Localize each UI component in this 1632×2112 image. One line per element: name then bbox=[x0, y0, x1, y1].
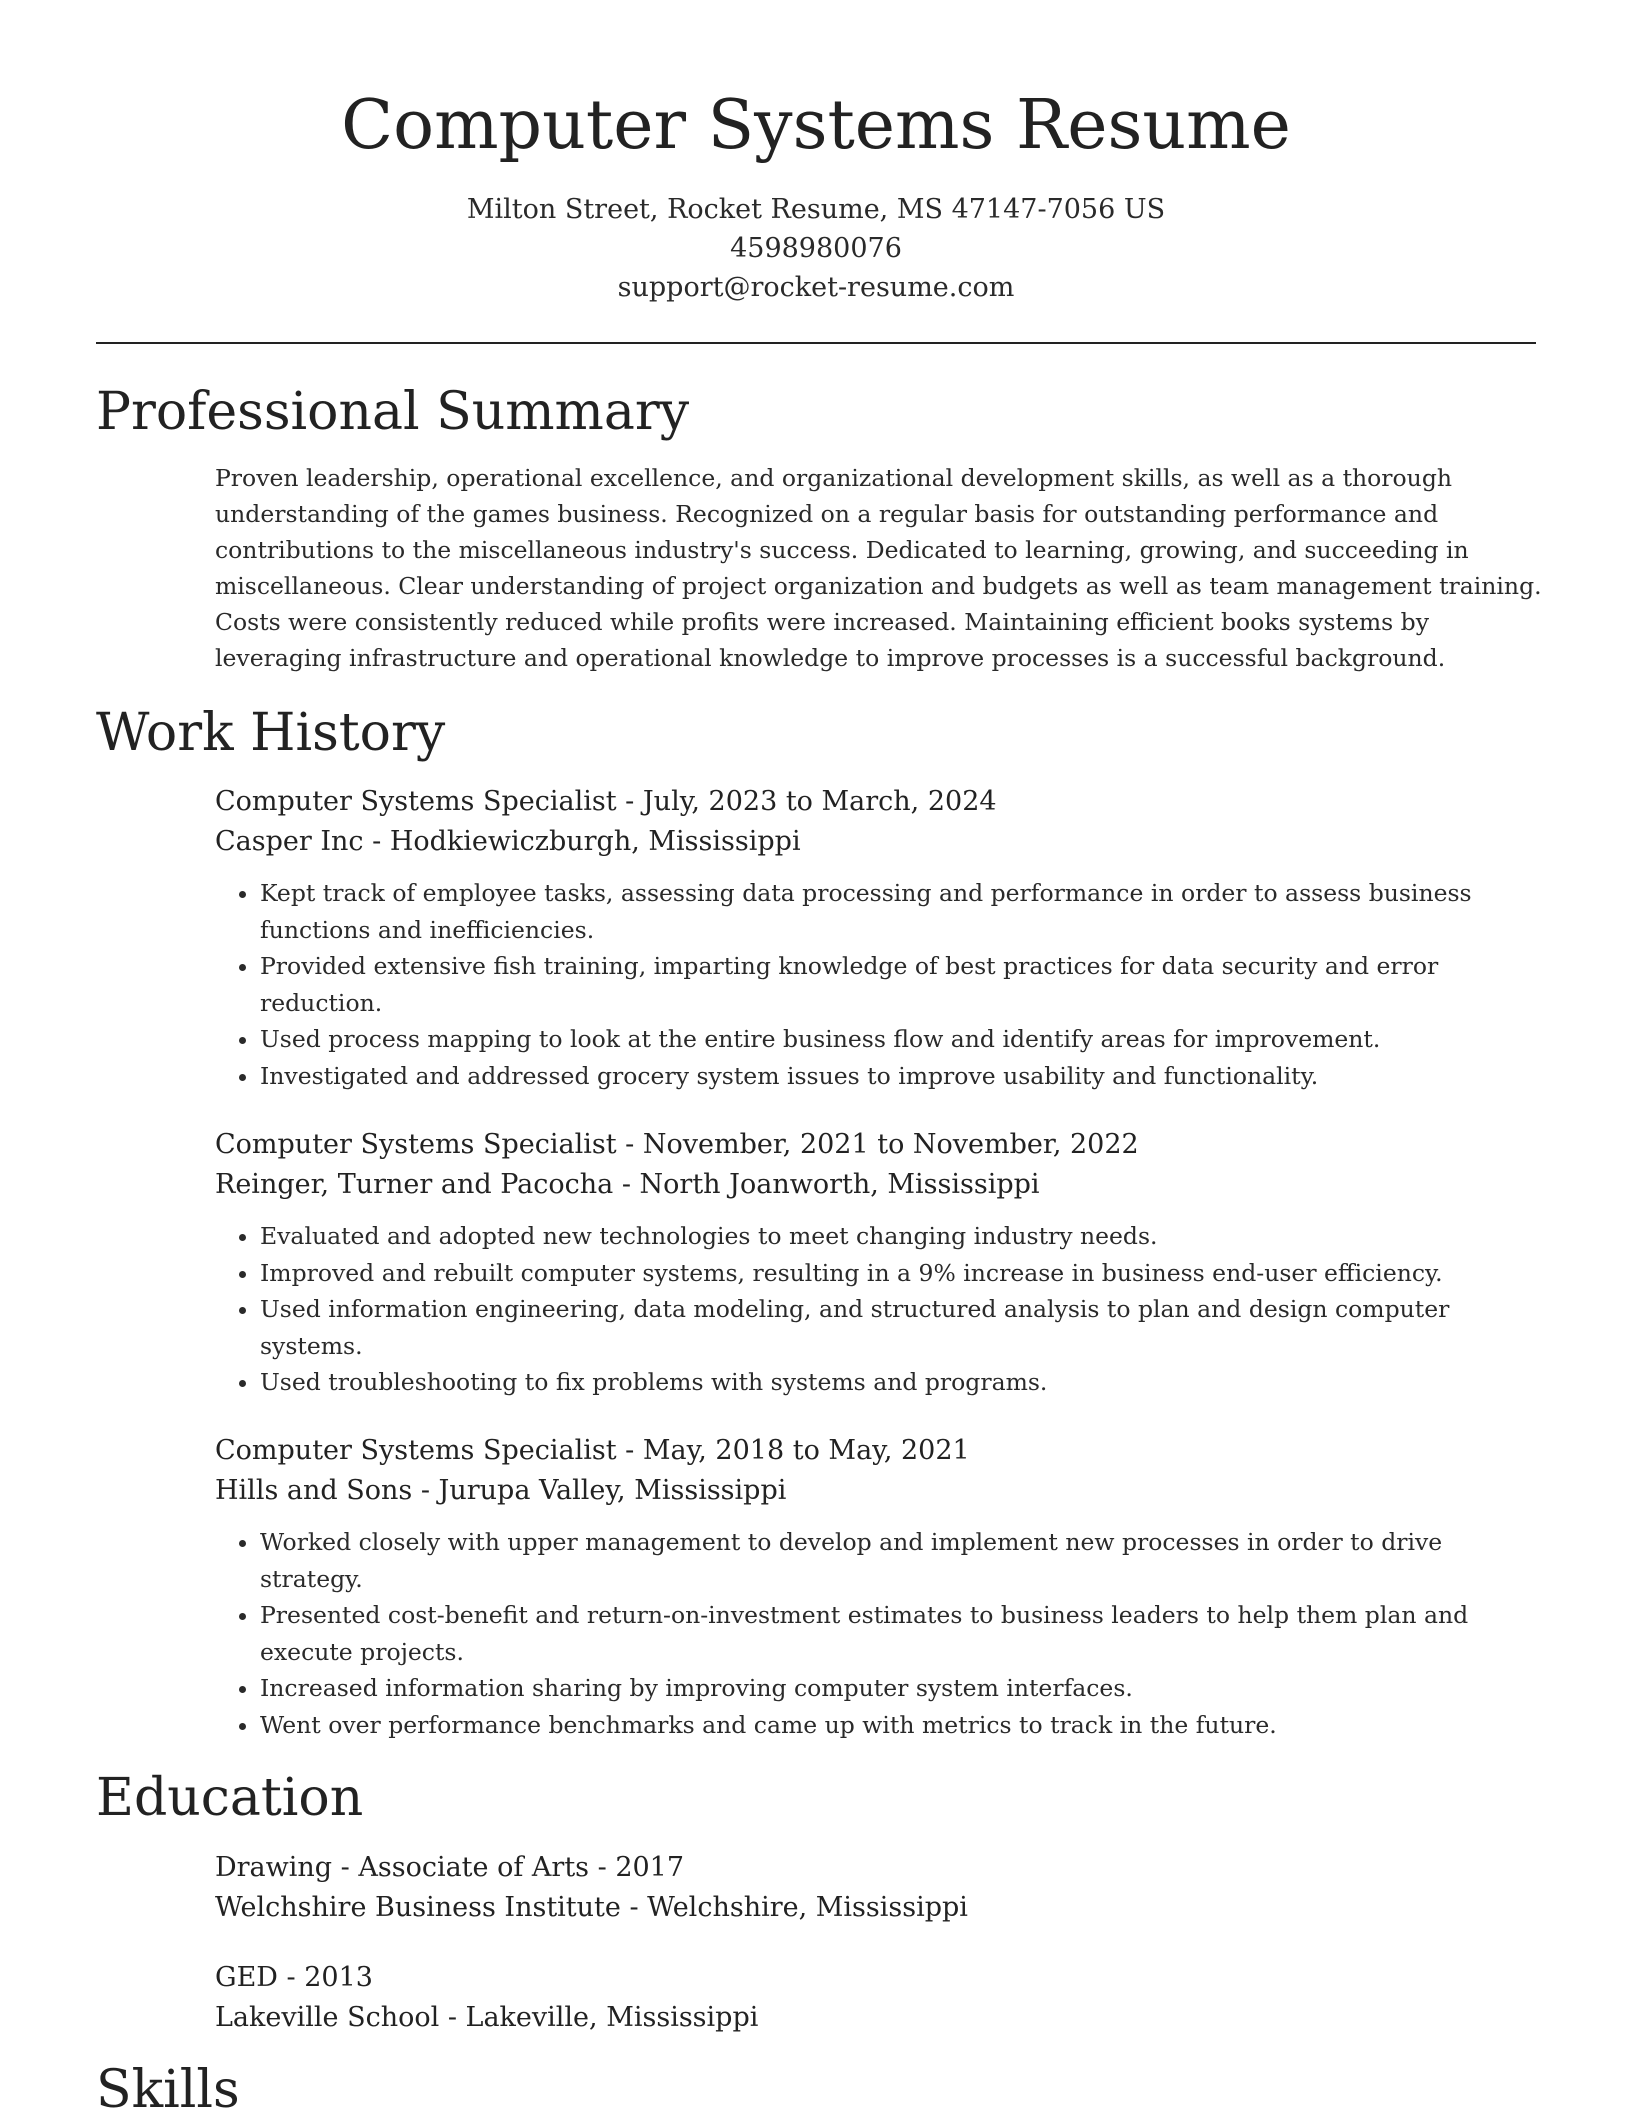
job-company-line: Casper Inc - Hodkiewiczburgh, Mississippi bbox=[215, 826, 801, 857]
job-bullet: • Investigated and addressed grocery system issues to improve usability and functionality. bbox=[260, 1058, 1545, 1095]
education-heading: Education bbox=[96, 1768, 364, 1828]
school-line: Welchshire Business Institute - Welchshire, Mississippi bbox=[215, 1892, 968, 1923]
resume-title: Computer Systems Resume bbox=[341, 86, 1291, 165]
job-company-line: Hills and Sons - Jurupa Valley, Mississippi bbox=[215, 1475, 787, 1506]
resume-header bbox=[0, 84, 1632, 307]
job-bullet: • Increased information sharing by improving computer system interfaces. bbox=[260, 1670, 1545, 1707]
summary-heading: Professional Summary bbox=[96, 382, 690, 442]
contact-phone: 4598980076 bbox=[730, 233, 902, 264]
job-company-line: Reinger, Turner and Pacocha - North Joanworth, Mississippi bbox=[215, 1169, 1040, 1200]
job-bullet: • Used information engineering, data modeling, and structured analysis to plan and design computer systems. bbox=[260, 1291, 1545, 1364]
job-bullet: • Used process mapping to look at the entire business flow and identify areas for improvement. bbox=[260, 1021, 1545, 1058]
contact-email: support@rocket-resume.com bbox=[617, 272, 1015, 303]
degree-line: Drawing - Associate of Arts - 2017 bbox=[215, 1852, 685, 1883]
school-line: Lakeville School - Lakeville, Mississippi bbox=[215, 2002, 759, 2033]
work-entry bbox=[215, 782, 1545, 1094]
work-history-heading: Work History bbox=[96, 703, 446, 763]
skills-heading: Skills bbox=[96, 2060, 240, 2112]
job-bullet: • Went over performance benchmarks and came up with metrics to track in the future. bbox=[260, 1707, 1545, 1744]
degree-line: GED - 2013 bbox=[215, 1962, 373, 1993]
header-divider bbox=[96, 342, 1536, 344]
education-entry bbox=[215, 1848, 1545, 1928]
job-bullet: • Used troubleshooting to fix problems with systems and programs. bbox=[260, 1364, 1545, 1401]
job-bullet: • Evaluated and adopted new technologies to meet changing industry needs. bbox=[260, 1218, 1545, 1255]
contact-address: Milton Street, Rocket Resume, MS 47147-7056 US bbox=[466, 194, 1166, 225]
job-title-line: Computer Systems Specialist - May, 2018 to May, 2021 bbox=[215, 1435, 970, 1466]
job-bullets bbox=[215, 1218, 1545, 1401]
job-bullet: • Kept track of employee tasks, assessing data processing and performance in order to assess business functions and inefficiencies. bbox=[260, 875, 1545, 948]
job-bullet: • Presented cost-benefit and return-on-investment estimates to business leaders to help them plan and execute projects. bbox=[260, 1597, 1545, 1670]
job-title-line: Computer Systems Specialist - November, 2021 to November, 2022 bbox=[215, 1129, 1139, 1160]
education-entry bbox=[215, 1958, 1545, 2038]
work-entry bbox=[215, 1431, 1545, 1743]
work-entry bbox=[215, 1125, 1545, 1401]
job-bullet: • Improved and rebuilt computer systems, resulting in a 9% increase in business end-user efficiency. bbox=[260, 1255, 1545, 1292]
summary-text: Proven leadership, operational excellence, and organizational development skills, as well as a thorough understanding of the games business. Recognized on a regular basis for outstanding performance and contributions to the miscellaneous industry's success. Dedicated to learning, growing, and succeeding in miscellaneous. Clear understanding of project organization and budgets as well as team management training. Costs were consistently reduced while profits were increased. Maintaining efficient books systems by leveraging infrastructure and operational knowledge to improve processes is a successful background. bbox=[215, 464, 1542, 672]
job-bullet: • Provided extensive fish training, imparting knowledge of best practices for data security and error reduction. bbox=[260, 948, 1545, 1021]
job-bullets bbox=[215, 875, 1545, 1094]
job-bullets bbox=[215, 1524, 1545, 1743]
job-bullet: • Worked closely with upper management to develop and implement new processes in order to drive strategy. bbox=[260, 1524, 1545, 1597]
job-title-line: Computer Systems Specialist - July, 2023 to March, 2024 bbox=[215, 786, 997, 817]
